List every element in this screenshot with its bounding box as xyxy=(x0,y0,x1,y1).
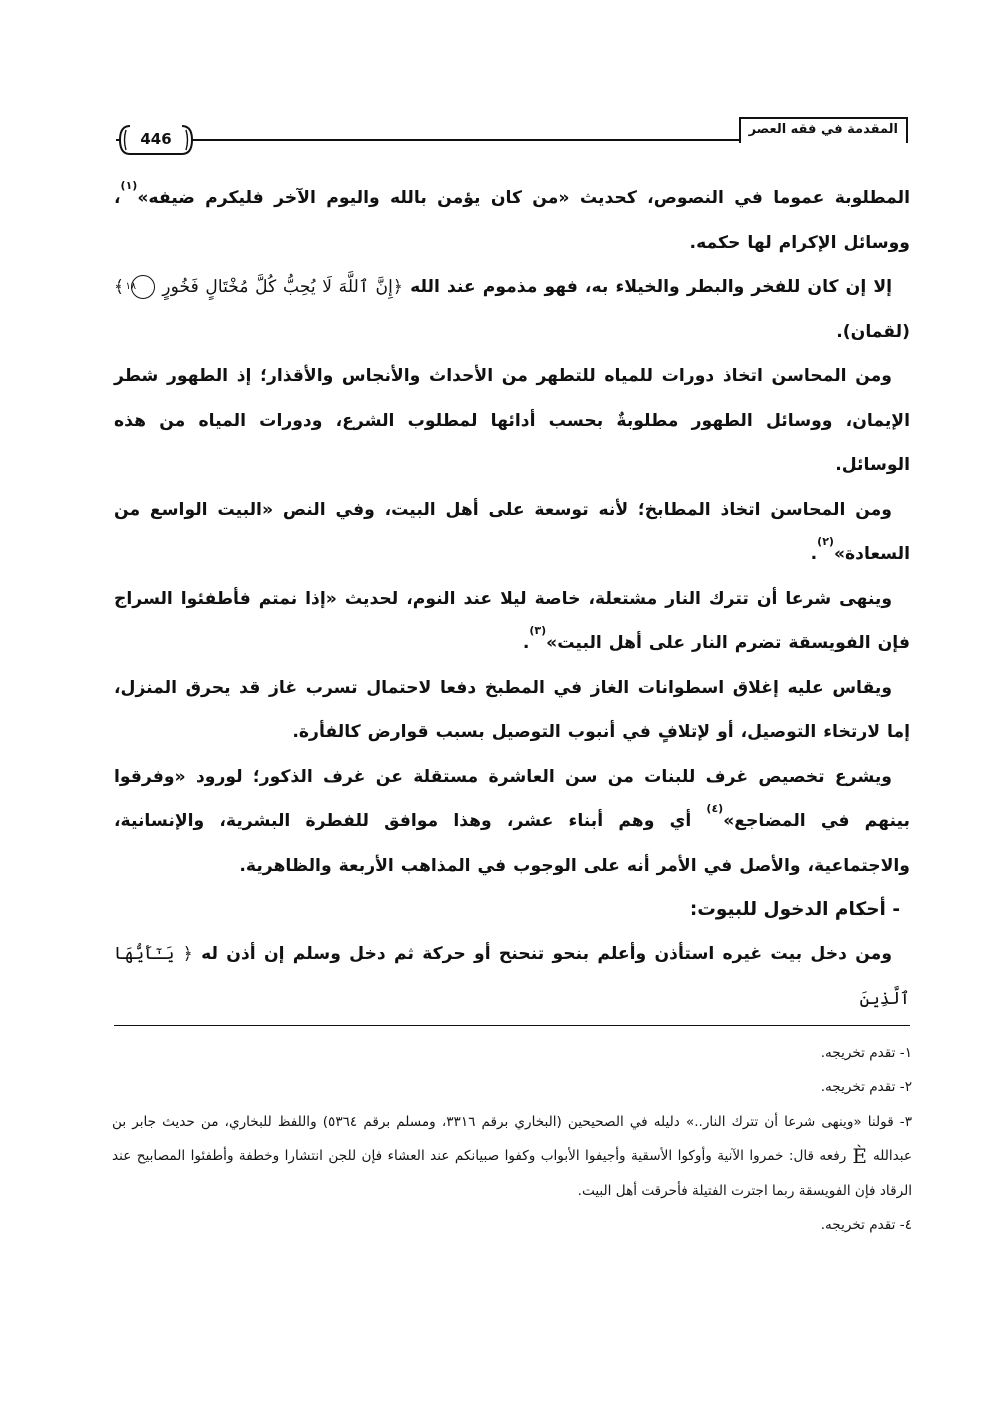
quran-close-brace: ﴾ xyxy=(114,277,125,297)
footnote-3: ٣- قولنا «وينهى شرعا أن تترك النار..» دليله في الصحيحين (البخاري برقم ٣٣١٦، ومسلم برقم ٥٣٦٤) واللفظ للبخاري، من حديث جابر بن عبداللهÈرفعه قال: خمروا الآنية وأوكوا الأسقية وأجيفوا الأبواب وكفوا صبيانكم عند العشاء فإن للجن انتشارا وخطفة وأطفئوا المصابيح عند الرقاد فإن الفويسقة ربما اجترت الفتيلة فأحرقت أهل البيت. xyxy=(112,1113,912,1199)
paragraph-5: وينهى شرعا أن تترك النار مشتعلة، خاصة ليلا عند النوم، لحديث «إذا نمتم فأطفئوا السراج فإن الفويسقة تضرم النار على أهل البيت»$^{(٣)}$. xyxy=(114,588,910,653)
paragraph-6: ويقاس عليه إغلاق اسطوانات الغاز في المطبخ دفعا لاحتمال تسرب غاز قد يحرق المنزل، إما لارتخاء التوصيل، أو لإتلافٍ في أنبوب التوصيل بسبب قوارض كالفأرة. xyxy=(114,677,910,742)
footnotes xyxy=(112,1036,912,1243)
honorific-symbol: È xyxy=(852,1144,867,1169)
quran-open-brace-2: ﴿ xyxy=(182,944,193,964)
footnote-ref-4[interactable]: (٤) xyxy=(706,802,724,815)
footnote-2: ٢- تقدم تخريجه. xyxy=(820,1079,912,1096)
paragraph-1: المطلوبة عموما في النصوص، كحديث «من كان يؤمن بالله واليوم الآخر فليكرم ضيفه»$^{(١)}$، ووسائل الإكرام لها حكمه. xyxy=(114,179,910,253)
main-text xyxy=(114,176,910,1026)
page-number-badge xyxy=(116,122,196,158)
last-line: ومن دخل بيت غيره استأذن وأعلم بنحو تنحنح أو حركة ثم دخل وسلم إن أذن له ﴿ يَـٰٓأَيُّهَا ٱلَّذِينَ xyxy=(114,932,910,1026)
surah-reference: (لقمان). xyxy=(836,321,910,342)
footnote-ref-1[interactable]: (١) xyxy=(120,179,138,192)
section-heading: - أحكام الدخول للبيوت: xyxy=(689,899,900,920)
footnote-4: ٤- تقدم تخريجه. xyxy=(820,1217,912,1234)
footnote-ref-3[interactable]: (٣) xyxy=(529,624,547,637)
running-title: المقدمة في فقه العصر xyxy=(739,117,908,143)
paragraph-8 xyxy=(114,932,910,1026)
ayah-number-marker: ١٨ xyxy=(131,275,155,299)
footnote-1: ١- تقدم تخريجه. xyxy=(820,1045,912,1061)
page-header xyxy=(116,115,908,165)
footnote-ref-2[interactable]: (٢) xyxy=(817,535,834,548)
page-number: 446 xyxy=(140,130,172,148)
paragraph-2: إلا إن كان للفخر والبطر والخيلاء به، فهو مذموم عند الله ﴿إِنَّ ٱللَّهَ لَا يُحِبُّ كُلَّ مُخْتَالٍ فَخُورٍ ١٨ ﴾ (لقمان). xyxy=(114,277,910,342)
quran-verse-2: يَـٰٓأَيُّهَا ٱلَّذِينَ xyxy=(114,944,910,1009)
paragraph-3: ومن المحاسن اتخاذ دورات للمياه للتطهر من الأحداث والأنجاس والأقذار؛ إذ الطهور شطر الإيمان، ووسائل الطهور مطلوبةٌ بحسب أدائها لمطلوب الشرع، ودورات المياه من هذه الوسائل. xyxy=(114,366,910,475)
paragraph-4: ومن المحاسن اتخاذ المطابخ؛ لأنه توسعة على أهل البيت، وفي النص «البيت الواسع من السعادة»$^{(٢)}$. xyxy=(114,499,910,564)
quran-open-brace: ﴿ xyxy=(392,277,403,297)
paragraph-7: ويشرع تخصيص غرف للبنات من سن العاشرة مستقلة عن غرف الذكور؛ لورود «وفرقوا بينهم في المضاجع»$^{(٤)}$ أي وهم أبناء عشر، وهذا موافق للفطرة البشرية، والإنسانية، والاجتماعية، والأصل في الأمر أنه على الوجوب في المذاهب الأربعة والظاهرية. xyxy=(114,766,910,876)
quran-verse: إِنَّ ٱللَّهَ لَا يُحِبُّ كُلَّ مُخْتَالٍ فَخُورٍ xyxy=(162,277,393,297)
